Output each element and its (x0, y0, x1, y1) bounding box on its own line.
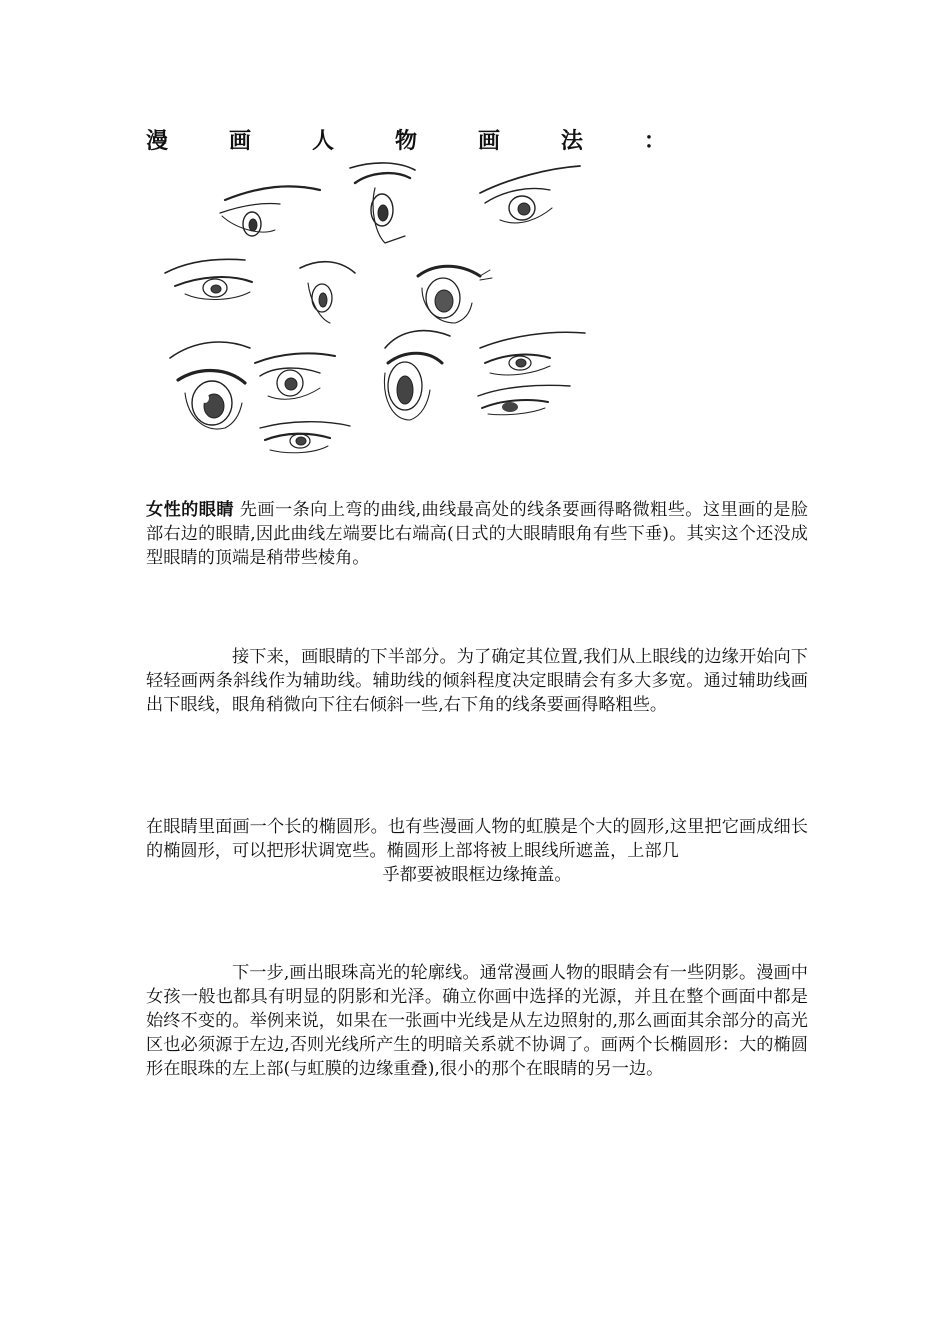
eye-sketch (480, 332, 585, 375)
manga-eyes-sketch-icon (160, 158, 600, 468)
paragraph-highlight: 下一步,画出眼珠高光的轮廓线。通常漫画人物的眼睛会有一些阴影。漫画中女孩一般也都具有明显的阴影和光泽。确立你画中选择的光源，并且在整个画面中都是始终不变的。举例来说，如果在一张画中光线是从左边照射的,那么画面其余部分的高光区也必须源于左边,否则光线所产生的明暗关系就不协调了。画两个长椭圆形：大的椭圆形在眼珠的左上部(与虹膜的边缘重叠),很小的那个在眼睛的另一边。 (146, 963, 808, 1079)
title-char: 法 (560, 128, 583, 154)
page-title (146, 122, 666, 156)
paragraph-text: 乎都要被眼框边缘掩盖。 (382, 865, 572, 885)
eye-sketch (220, 186, 320, 236)
eye-sketch (260, 422, 350, 453)
paragraph-text: 在眼睛里面画一个长的椭圆形。也有些漫画人物的虹膜是个大的圆形,这里把它画成细长的椭圆形，可以把形状调宽些。椭圆形上部将被上眼线所遮盖，上部几 (146, 817, 808, 861)
title-char: 画 (477, 128, 500, 154)
title-char: 画 (228, 128, 251, 154)
eye-sketch (165, 259, 252, 299)
title-char: 人 (311, 128, 334, 154)
title-char: 漫 (146, 128, 169, 154)
title-char: 物 (394, 128, 417, 154)
paragraph-iris (146, 815, 808, 887)
eye-sketch (255, 353, 335, 399)
eye-sketch (170, 342, 250, 429)
paragraph-female-eyes (146, 498, 808, 570)
paragraph-lower-eye: 接下来，画眼睛的下半部分。为了确定其位置,我们从上眼线的边缘开始向下轻轻画两条斜线作为辅助线。辅助线的倾斜程度决定眼睛会有多大多宽。通过辅助线画出下眼线，眼角稍微向下往右倾斜一些,右下角的线条要画得略粗些。 (146, 647, 808, 715)
eye-sketch (478, 385, 570, 414)
eye-sketch (418, 266, 492, 323)
title-char: ： (643, 128, 666, 154)
eye-sketch (350, 163, 415, 243)
eye-sketch (480, 166, 580, 223)
paragraph-text: 先画一条向上弯的曲线,曲线最高处的线条要画得略微粗些。这里画的是脸部右边的眼睛,因此曲线左端要比右端高(日式的大眼睛眼角有些下垂)。其实这个还没成型眼睛的顶端是稍带些棱角。 (146, 500, 808, 568)
eye-sketch (300, 262, 355, 323)
eye-sketch (384, 331, 450, 420)
paragraph-lead: 女性的眼睛 (146, 500, 234, 520)
